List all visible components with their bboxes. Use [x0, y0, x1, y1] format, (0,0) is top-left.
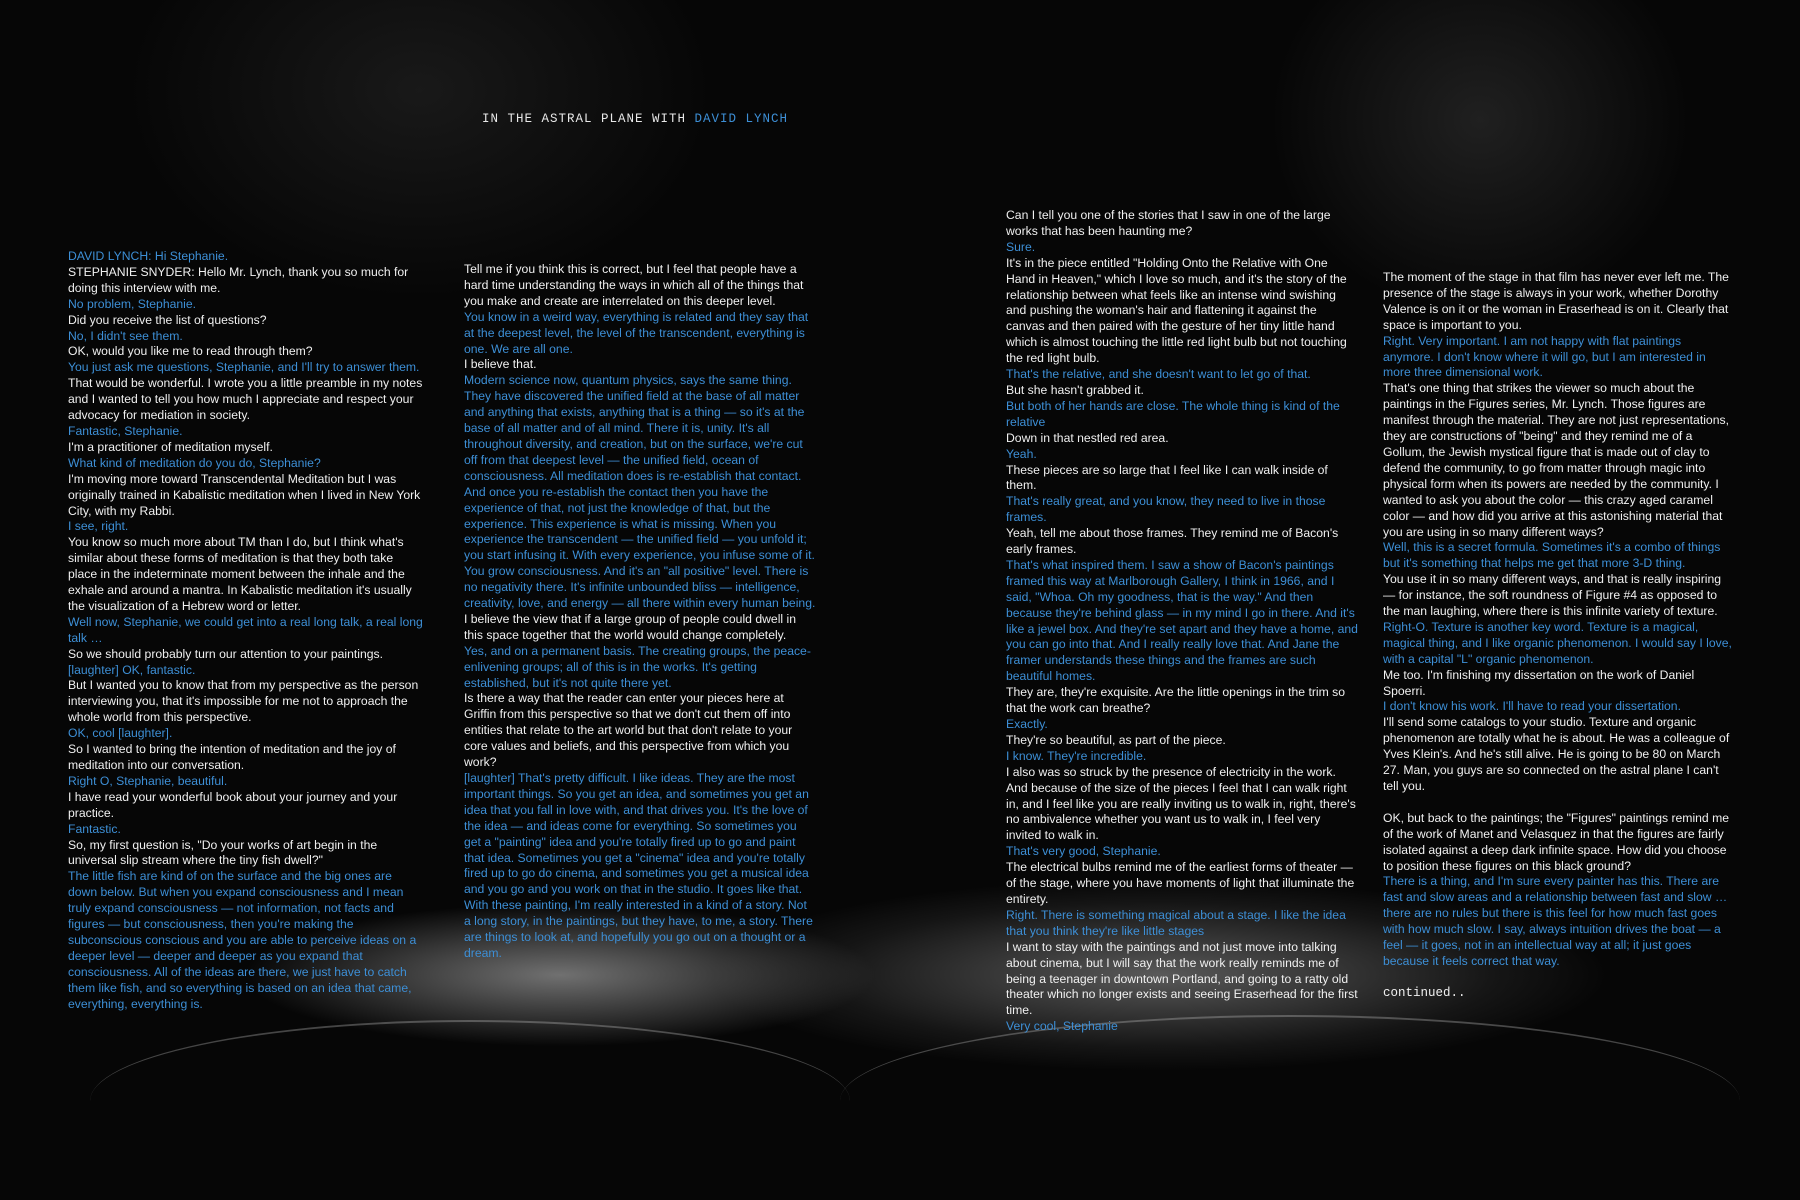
snyder-question: I believe that. — [464, 357, 537, 372]
lynch-answer: I don't know his work. I'll have to read your dissertation. — [1383, 699, 1681, 714]
lynch-answer: You just ask me questions, Stephanie, and I'll try to answer them. — [68, 360, 420, 375]
snyder-question: That's one thing that strikes the viewer so much about the paintings in the Figures series, Mr. Lynch. Those figures are manifest through the material. They are not just representations, they are constructions of "being" and they remind me of a Gollum, the Jewish mystical figure that is made out of clay to defend the community, to go from matter through magic into physical form when its powers are needed by the community. I wanted to ask you about the color — this crazy aged caramel color — and how did you arrive at this astonishing material that you are using in so many different ways? — [1383, 381, 1729, 539]
snyder-question: Did you receive the list of questions? — [68, 312, 267, 327]
lynch-answer: You know in a weird way, everything is related and they say that at the deepest level, the level of the transcendent, everything is one. We are all one. — [464, 309, 809, 356]
snyder-question: I'm moving more toward Transcendental Meditation but I was originally trained in Kabalistic meditation when I lived in New York City, with my Rabbi. — [68, 471, 421, 518]
lynch-answer: Right-O. Texture is another key word. Texture is a magical, magical thing, and I like organic phenomenon. I would say I love, with a capital "L" organic phenomenon. — [1383, 619, 1732, 666]
snyder-question: OK, would you like me to read through them? — [68, 344, 313, 359]
lynch-answer: No, I didn't see them. — [68, 328, 183, 343]
lynch-answer: Yeah. — [1006, 446, 1037, 461]
lynch-answer: Exactly. — [1006, 717, 1048, 731]
lynch-answer: [laughter] That's pretty difficult. I like ideas. They are the most important things. So you get an idea, and sometimes you get an idea that you fall in love with, and that drives you. It's the love of the idea — and ideas come for everything. So sometimes you get a "painting" idea and you're totally fired up to go and paint that idea. Sometimes you get a "cinema" idea and you're totally fired up to go do cinema, and sometimes you get a musical idea and you go and you work on that in the studio. It goes like that. With these painting, I'm really interested in a kind of a story. Not a long story, in the paintings, but they have, to me, a story. There are things to look at, and hopefully you go out on a thought or a dream. — [464, 771, 813, 960]
stage-edge-right — [840, 1015, 1740, 1187]
snyder-question: Is there a way that the reader can enter your pieces here at Griffin from this perspective so that we don't cut them off into entities that relate to the art world but that don't relate to your core values and beliefs, and this perspective from which you work? — [464, 691, 793, 770]
snyder-question: So we should probably turn our attention to your paintings. — [68, 646, 384, 661]
lynch-answer: DAVID LYNCH: Hi Stephanie. — [68, 249, 229, 263]
snyder-question: So I wanted to bring the intention of meditation and the joy of meditation into our conversation. — [68, 742, 396, 772]
snyder-question: OK, but back to the paintings; the "Figures" paintings remind me of the work of Manet and Velasquez in that the figures are fairly isolated against a deep dark infinite space. How did you choose to position these figures on this black ground? — [1383, 810, 1730, 873]
snyder-question: Me too. I'm finishing my dissertation on the work of Daniel Spoerri. — [1383, 667, 1695, 698]
snyder-question: It's in the piece entitled "Holding Onto the Relative with One Hand in Heaven," which I love so much, and it's the story of the relationship between what feels like an intense wind swishing and pushing the woman's hair and flattening it against the canvas and then paired with the gesture of her tiny little hand which is almost touching the little red light bulb but not touching the red light bulb. — [1006, 255, 1347, 366]
lynch-answer: That's very good, Stephanie. — [1006, 844, 1161, 859]
snyder-question: These pieces are so large that I feel like I can walk inside of them. — [1006, 462, 1328, 493]
snyder-question: I want to stay with the paintings and not just move into talking about cinema, but I will say that the work really reminds me of being a teenager in downtown Portland, and going to a ratty old theater which no longer exists and seeing Eraserhead for the first time. — [1006, 939, 1358, 1018]
snyder-question: I have read your wonderful book about your journey and your practice. — [68, 789, 398, 820]
snyder-question: Tell me if you think this is correct, but I feel that people have a hard time understanding the ways in which all of the things that you make and create are interrelated on this deeper level. — [464, 262, 804, 308]
lynch-answer: Very cool, Stephanie — [1006, 1019, 1118, 1034]
snyder-question: They are, they're exquisite. Are the little openings in the trim so that the work can breathe? — [1006, 685, 1346, 716]
lynch-answer: Well, this is a secret formula. Sometimes it's a combo of things but it's something that helps me get that more 3-D thing. — [1383, 540, 1721, 571]
lynch-answer: Right. Very important. I am not happy with flat paintings anymore. I don't know where it will go, but I am interested in more three dimensional work. — [1383, 333, 1706, 380]
lynch-answer: No problem, Stephanie. — [68, 296, 197, 311]
lynch-answer: The little fish are kind of on the surface and the big ones are down below. But when you expand consciousness and I mean truly expand consciousness — not information, not facts and figures — but consciousness, then you're making the subconscious conscious and you are able to perceive ideas on a deeper level — deeper and deeper as you expand that consciousness. All of the ideas are there, we just have to catch them like fish, and so everything is based on an idea that came, everything, everything is. — [68, 869, 417, 1011]
article-title-name: DAVID LYNCH — [694, 112, 789, 126]
snyder-question: Down in that nestled red area. — [1006, 430, 1169, 445]
snyder-question: The electrical bulbs remind me of the earliest forms of theater — of the stage, where you have moments of light that illuminate the entirety. — [1006, 860, 1355, 906]
continued-label: continued.. — [1383, 985, 1466, 1000]
interview-column-3 — [1006, 208, 1358, 1035]
lynch-answer: Fantastic. — [68, 821, 121, 836]
lynch-answer: Right. There is something magical about a stage. I like the idea that you think they're like little stages — [1006, 907, 1346, 938]
lynch-answer: That's the relative, and she doesn't want to let go of that. — [1006, 367, 1311, 382]
lynch-answer: Yes, and on a permanent basis. The creating groups, the peace-enlivening groups; all of this is in the works. It's getting established, but it's not quite there yet. — [464, 643, 811, 690]
lynch-answer: That's really great, and you know, they need to live in those frames. — [1006, 494, 1326, 525]
lynch-answer: But both of her hands are close. The whole thing is kind of the relative — [1006, 398, 1340, 429]
lynch-answer: Well now, Stephanie, we could get into a real long talk, a real long talk … — [68, 614, 423, 645]
lynch-answer: Modern science now, quantum physics, says the same thing. They have discovered the unified field at the base of all matter and anything that exists, anything that is a thing — so it's at the base of all matter and of all mind. There it is, unity. It's all throughout diversity, and creation, but on the surface, we're cut off from that deepest level — the unified field, ocean of consciousness. All meditation does is re-establish that contact. And once you re-establish the contact then you have the experience of that, not just the knowledge of that, but the experience. This experience is what is missing. When you experience the transcendent — the unified field — you unfold it; you start infusing it. With every experience, you infuse some of it. You grow consciousness. And it's an "all positive" level. There is no negativity there. It's infinite unbounded bliss — intelligence, creativity, love, and energy — all there within every human being. — [464, 373, 816, 611]
lynch-answer: Right O, Stephanie, beautiful. — [68, 773, 228, 788]
article-title — [482, 112, 788, 126]
interview-column-1 — [68, 249, 424, 1013]
lynch-answer: Fantastic, Stephanie. — [68, 423, 183, 438]
snyder-question: STEPHANIE SNYDER: Hello Mr. Lynch, thank you so much for doing this interview with me. — [68, 264, 409, 295]
snyder-question: But I wanted you to know that from my perspective as the person interviewing you, that it's impossible for me not to approach the whole world from this perspective. — [68, 678, 419, 725]
snyder-question: You use it in so many different ways, and that is really inspiring — for instance, the soft roundness of Figure #4 as opposed to the man laughing, where there is this infinite variety of texture. — [1383, 572, 1722, 619]
lynch-answer: Sure. — [1006, 239, 1036, 254]
lynch-answer: OK, cool [laughter]. — [68, 726, 173, 741]
snyder-question: So, my first question is, "Do your works of art begin in the universal slip stream where the tiny fish dwell?" — [68, 837, 378, 868]
snyder-question: I'll send some catalogs to your studio. Texture and organic phenomenon are totally what he is about. He was a colleague of Yves Klein's. And he's still alive. He is going to be 80 on March 27. Man, you guys are so connected on the astral plane I can't tell you. — [1383, 715, 1730, 793]
lynch-answer: [laughter] OK, fantastic. — [68, 662, 196, 677]
lynch-answer: What kind of meditation do you do, Stephanie? — [68, 455, 321, 470]
lynch-answer: I know. They're incredible. — [1006, 748, 1147, 763]
snyder-question: They're so beautiful, as part of the piece. — [1006, 732, 1226, 747]
stage-edge-left — [90, 1020, 850, 1182]
lynch-answer: I see, right. — [68, 519, 129, 534]
snyder-question: But she hasn't grabbed it. — [1006, 382, 1144, 397]
snyder-question: Yeah, tell me about those frames. They remind me of Bacon's early frames. — [1006, 526, 1339, 557]
snyder-question: Can I tell you one of the stories that I saw in one of the large works that has been haunting me? — [1006, 208, 1331, 238]
snyder-question: I believe the view that if a large group of people could dwell in this space together that the world would change completely. — [464, 611, 796, 642]
interview-column-4 — [1383, 270, 1735, 1002]
lynch-answer: There is a thing, and I'm sure every painter has this. There are fast and slow areas and a relationship between fast and slow … there are no rules but there is this feel for how much fast goes with how much slow. I say, always intuition drives the boat — a feel — it goes, not in an intellectual way at all; it just goes because it feels correct that way. — [1383, 874, 1728, 968]
snyder-question: I'm a practitioner of meditation myself. — [68, 439, 273, 454]
paragraph-spacer — [1383, 795, 1735, 811]
lynch-answer: That's what inspired them. I saw a show of Bacon's paintings framed this way at Marlborough Gallery, I think in 1966, and I said, "Whoa. Oh my goodness, that is the way." And then because they're behind glass — in my mind I go in there. And it's like a jewel box. And they're set apart and they have a home, and you can go into that. And I really really love that. And Jane the framer understands these things and the frames are such beautiful homes. — [1006, 557, 1358, 684]
snyder-question: The moment of the stage in that film has never ever left me. The presence of the stage is always in your work, whether Dorothy Valence is on it or the woman in Eraserhead is on it. Clearly that space is important to you. — [1383, 270, 1729, 332]
interview-column-2 — [464, 262, 816, 962]
snyder-question: I also was so struck by the presence of electricity in the work. And because of the size of the pieces I feel that I can walk right in, and I feel like you are really inviting us to walk in, right, there's no ambivalence whether you want us to walk in, I feel very invited to walk in. — [1006, 764, 1356, 843]
snyder-question: That would be wonderful. I wrote you a little preamble in my notes and I wanted to tell you how much I appreciate and respect your advocacy for mediation in society. — [68, 376, 423, 423]
article-title-prefix: IN THE ASTRAL PLANE WITH — [482, 112, 687, 126]
snyder-question: You know so much more about TM than I do, but I think what's similar about these forms of meditation is that they both take place in the indeterminate moment between the inhale and the exhale and around a mantra. In Kabalistic meditation it's usually the visualization of a Hebrew word or letter. — [68, 535, 412, 613]
